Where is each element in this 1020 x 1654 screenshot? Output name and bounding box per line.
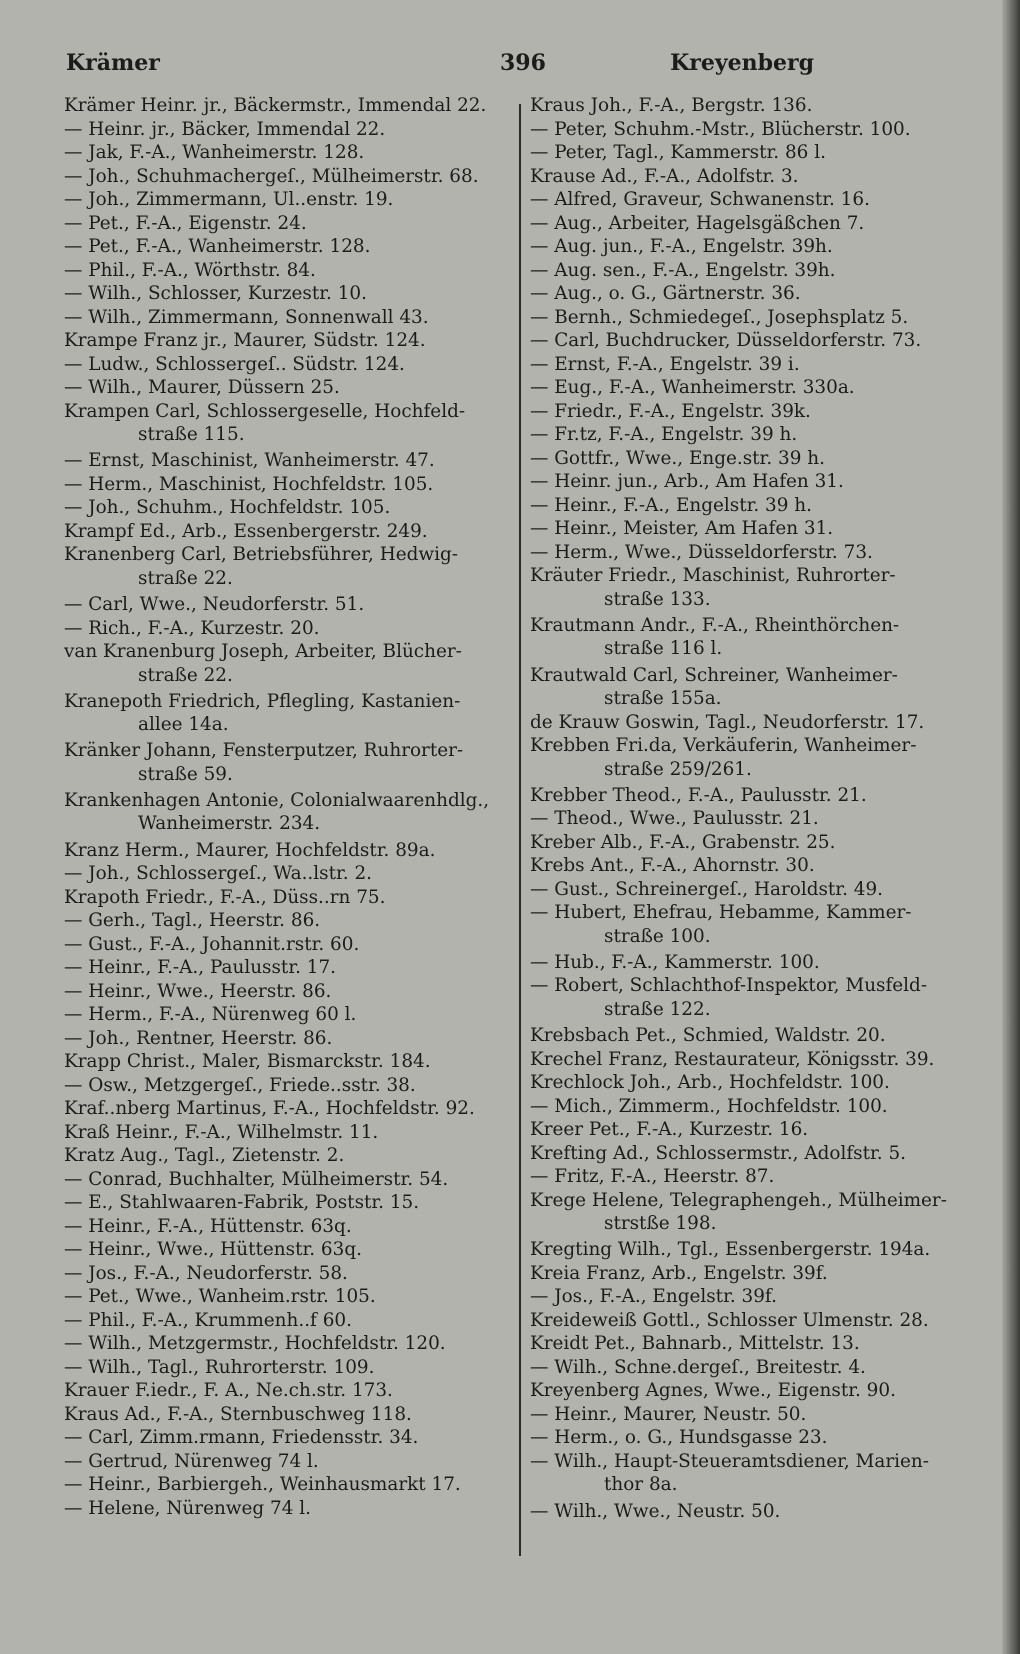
directory-entry: Krampe Franz jr., Maurer, Südstr. 124. (64, 330, 426, 352)
directory-entry: — Aug., Arbeiter, Hagelsgäßchen 7. (530, 212, 865, 234)
directory-entry: — Conrad, Buchhalter, Mülheimerstr. 54. (64, 1168, 449, 1190)
directory-entry: — Ernst, Maschinist, Wanheimerstr. 47. (64, 450, 435, 472)
directory-entry: — Gust., Schreinergeſ., Haroldstr. 49. (530, 878, 884, 900)
directory-entry: Krefting Ad., Schlossermstr., Adolfstr. 5. (530, 1142, 907, 1164)
directory-entry: — Phil., F.-A., Krummenh..f 60. (64, 1309, 352, 1331)
directory-entry: — Heinr., Wwe., Heerstr. 86. (64, 980, 332, 1002)
right-column (530, 94, 947, 1523)
directory-entry: van Kranenburg Joseph, Arbeiter, Blücher- (64, 641, 462, 663)
directory-entry-continuation: Wanheimerstr. 234. (138, 813, 321, 835)
directory-entry: — Theod., Wwe., Paulusstr. 21. (530, 808, 819, 830)
directory-entry-continuation: straße 155a. (604, 688, 722, 710)
directory-entry: — Wilh., Tagl., Ruhrorterstr. 109. (64, 1356, 375, 1378)
directory-entry-continuation: straße 115. (138, 424, 245, 446)
directory-entry: — Hubert, Ehefrau, Hebamme, Kammer- (530, 902, 912, 924)
directory-entry: — Joh., Schuhm., Hochfeldstr. 105. (64, 497, 391, 519)
directory-entry: Krechel Franz, Restaurateur, Königsstr. 39. (530, 1048, 935, 1070)
directory-entry: Krebsbach Pet., Schmied, Waldstr. 20. (530, 1025, 886, 1047)
directory-entry: Krebben Fri.da, Verkäuferin, Wanheimer- (530, 735, 917, 757)
directory-entry: — Aug. jun., F.-A., Engelstr. 39h. (530, 236, 833, 258)
directory-entry: — Joh., Zimmermann, Ul..enstr. 19. (64, 189, 394, 211)
directory-entry: — Jos., F.-A., Neudorferstr. 58. (64, 1262, 348, 1284)
directory-entry: — Pet., F.-A., Wanheimerstr. 128. (64, 236, 371, 258)
directory-entry: — Friedr., F.-A., Engelstr. 39k. (530, 400, 811, 422)
directory-entry: — Carl, Buchdrucker, Düsseldorferstr. 73. (530, 330, 922, 352)
directory-entry: — Carl, Wwe., Neudorferstr. 51. (64, 594, 365, 616)
directory-entry: — Heinr. jun., Arb., Am Hafen 31. (530, 471, 844, 493)
directory-entry: — Heinr., Maurer, Neustr. 50. (530, 1403, 807, 1425)
directory-entry: — Peter, Tagl., Kammerstr. 86 l. (530, 142, 826, 164)
directory-entry: Kranenberg Carl, Betriebsführer, Hedwig- (64, 544, 459, 566)
column-divider (519, 104, 521, 1556)
directory-entry-continuation: straße 100. (604, 925, 711, 947)
directory-entry: — E., Stahlwaaren-Fabrik, Poststr. 15. (64, 1192, 420, 1214)
directory-entry-continuation: strstße 198. (604, 1213, 717, 1235)
directory-entry: — Gust., F.-A., Johannit.rstr. 60. (64, 933, 360, 955)
directory-entry: Krause Ad., F.-A., Adolfstr. 3. (530, 165, 799, 187)
directory-entry: — Wilh., Maurer, Düssern 25. (64, 377, 340, 399)
directory-entry: — Phil., F.-A., Wörthstr. 84. (64, 259, 316, 281)
directory-entry: — Bernh., Schmiedegeſ., Josephsplatz 5. (530, 306, 909, 328)
directory-entry-continuation: straße 59. (138, 763, 233, 785)
directory-entry: — Joh., Schuhmachergeſ., Mülheimerstr. 68. (64, 165, 479, 187)
directory-entry: Kräuter Friedr., Maschinist, Ruhrorter- (530, 565, 896, 587)
directory-entry-continuation: straße 122. (604, 998, 711, 1020)
directory-entry: — Joh., Schlossergeſ., Wa..lstr. 2. (64, 863, 372, 885)
directory-entry: Krapp Christ., Maler, Bismarckstr. 184. (64, 1051, 431, 1073)
directory-entry: Krebs Ant., F.-A., Ahornstr. 30. (530, 855, 815, 877)
directory-entry: — Pet., F.-A., Eigenstr. 24. (64, 212, 307, 234)
directory-entry: Kränker Johann, Fensterputzer, Ruhrorter- (64, 740, 464, 762)
directory-entry-continuation: straße 133. (604, 588, 711, 610)
directory-entry: Kreidt Pet., Bahnarb., Mittelstr. 13. (530, 1333, 860, 1355)
directory-entry: Kraf..nberg Martinus, F.-A., Hochfeldstr. 92. (64, 1098, 475, 1120)
directory-entry: — Fritz, F.-A., Heerstr. 87. (530, 1166, 775, 1188)
directory-entry: Kranepoth Friedrich, Pflegling, Kastanien- (64, 690, 461, 712)
directory-entry: — Gertrud, Nürenweg 74 l. (64, 1450, 319, 1472)
directory-entry: — Wilh., Schne.dergeſ., Breitestr. 4. (530, 1356, 866, 1378)
directory-entry: — Eug., F.-A., Wanheimerstr. 330a. (530, 377, 855, 399)
directory-entry: Krampen Carl, Schlossergeselle, Hochfeld- (64, 400, 466, 422)
directory-entry: Krechlock Joh., Arb., Hochfeldstr. 100. (530, 1072, 890, 1094)
directory-entry: de Krauw Goswin, Tagl., Neudorferstr. 17. (530, 711, 925, 733)
directory-entry: Kreideweiß Gottl., Schlosser Ulmenstr. 28. (530, 1309, 929, 1331)
directory-entry: Krampf Ed., Arb., Essenbergerstr. 249. (64, 520, 428, 542)
directory-entry: — Osw., Metzgergeſ., Friede..sstr. 38. (64, 1074, 416, 1096)
directory-entry: — Heinr., F.-A., Paulusstr. 17. (64, 957, 337, 979)
directory-entry: Kregting Wilh., Tgl., Essenbergerstr. 194a. (530, 1239, 931, 1261)
directory-entry: Krauer F.iedr., F. A., Ne.ch.str. 173. (64, 1380, 393, 1402)
directory-entry: — Wilh., Schlosser, Kurzestr. 10. (64, 283, 367, 305)
left-column (64, 94, 516, 1521)
directory-entry: — Joh., Rentner, Heerstr. 86. (64, 1027, 333, 1049)
directory-entry: — Helene, Nürenweg 74 l. (64, 1497, 312, 1519)
directory-entry: Krebber Theod., F.-A., Paulusstr. 21. (530, 784, 867, 806)
page-number: 396 (500, 50, 546, 76)
header-right-word: Kreyenberg (670, 50, 814, 76)
directory-entry-continuation: straße 22. (138, 567, 233, 589)
directory-entry: Kreyenberg Agnes, Wwe., Eigenstr. 90. (530, 1380, 896, 1402)
directory-entry: — Pet., Wwe., Wanheim.rstr. 105. (64, 1286, 376, 1308)
directory-entry: Krankenhagen Antonie, Colonialwaarenhdlg., (64, 789, 490, 811)
directory-entry: — Jak, F.-A., Wanheimerstr. 128. (64, 142, 365, 164)
directory-entry: — Ludw., Schlossergeſ.. Südstr. 124. (64, 353, 405, 375)
directory-entry: Kratz Aug., Tagl., Zietenstr. 2. (64, 1145, 345, 1167)
directory-entry-continuation: straße 116 l. (604, 638, 723, 660)
directory-entry: — Herm., Maschinist, Hochfeldstr. 105. (64, 473, 434, 495)
directory-entry: — Ernst, F.-A., Engelstr. 39 i. (530, 353, 800, 375)
directory-entry-continuation: allee 14a. (138, 714, 229, 736)
directory-entry: — Heinr., Barbiergeh., Weinhausmarkt 17. (64, 1474, 461, 1496)
directory-entry: Krämer Heinr. jr., Bäckermstr., Immendal 22. (64, 95, 487, 116)
directory-entry: Kreer Pet., F.-A., Kurzestr. 16. (530, 1119, 809, 1141)
directory-entry: Kranz Herm., Maurer, Hochfeldstr. 89a. (64, 839, 436, 861)
directory-entry: — Aug. sen., F.-A., Engelstr. 39h. (530, 259, 836, 281)
directory-entry: — Heinr., F.-A., Hüttenstr. 63q. (64, 1215, 352, 1237)
directory-entry-continuation: straße 22. (138, 664, 233, 686)
directory-entry: — Herm., o. G., Hundsgasse 23. (530, 1427, 828, 1449)
directory-entry: — Heinr. jr., Bäcker, Immendal 22. (64, 118, 386, 140)
directory-entry-continuation: thor 8a. (604, 1474, 678, 1496)
directory-entry: Kraus Ad., F.-A., Sternbuschweg 118. (64, 1403, 412, 1425)
directory-entry: Kraus Joh., F.-A., Bergstr. 136. (530, 95, 813, 116)
directory-entry: — Rich., F.-A., Kurzestr. 20. (64, 617, 320, 639)
page-header (66, 50, 814, 82)
directory-entry: — Heinr., Wwe., Hüttenstr. 63q. (64, 1239, 362, 1261)
directory-entry: — Robert, Schlachthof-Inspektor, Musfeld- (530, 975, 928, 997)
directory-entry-continuation: straße 259/261. (604, 758, 752, 780)
directory-entry: Krege Helene, Telegraphengeh., Mülheimer- (530, 1189, 947, 1211)
page-spine-shadow (1002, 0, 1020, 1654)
directory-entry: — Wilh., Wwe., Neustr. 50. (530, 1500, 781, 1522)
directory-entry: — Heinr., F.-A., Engelstr. 39 h. (530, 494, 812, 516)
directory-entry: — Aug., o. G., Gärtnerstr. 36. (530, 283, 801, 305)
directory-entry: — Wilh., Metzgermstr., Hochfeldstr. 120. (64, 1333, 446, 1355)
directory-entry: — Herm., F.-A., Nürenweg 60 l. (64, 1004, 357, 1026)
directory-entry: — Wilh., Haupt-Steueramtsdiener, Marien- (530, 1450, 929, 1472)
directory-entry: — Jos., F.-A., Engelstr. 39f. (530, 1286, 777, 1308)
directory-entry: — Mich., Zimmerm., Hochfeldstr. 100. (530, 1095, 888, 1117)
directory-entry: Kraß Heinr., F.-A., Wilhelmstr. 11. (64, 1121, 379, 1143)
directory-entry: Krapoth Friedr., F.-A., Düss..rn 75. (64, 886, 386, 908)
directory-entry: — Carl, Zimm.rmann, Friedensstr. 34. (64, 1427, 419, 1449)
directory-entry: — Wilh., Zimmermann, Sonnenwall 43. (64, 306, 429, 328)
header-left-word: Krämer (66, 50, 160, 76)
directory-entry: Kreber Alb., F.-A., Grabenstr. 25. (530, 831, 836, 853)
directory-entry: Krautwald Carl, Schreiner, Wanheimer- (530, 664, 898, 686)
directory-entry: Krautmann Andr., F.-A., Rheinthörchen- (530, 614, 900, 636)
directory-entry: — Peter, Schuhm.-Mstr., Blücherstr. 100. (530, 118, 911, 140)
directory-entry: Kreia Franz, Arb., Engelstr. 39f. (530, 1262, 828, 1284)
directory-entry: — Alfred, Graveur, Schwanenstr. 16. (530, 189, 870, 211)
directory-entry: — Herm., Wwe., Düsseldorferstr. 73. (530, 541, 873, 563)
directory-entry: — Fr.tz, F.-A., Engelstr. 39 h. (530, 424, 798, 446)
directory-entry: — Hub., F.-A., Kammerstr. 100. (530, 951, 820, 973)
directory-entry: — Heinr., Meister, Am Hafen 31. (530, 518, 834, 540)
directory-entry: — Gottfr., Wwe., Enge.str. 39 h. (530, 447, 825, 469)
directory-entry: — Gerh., Tagl., Heerstr. 86. (64, 910, 321, 932)
